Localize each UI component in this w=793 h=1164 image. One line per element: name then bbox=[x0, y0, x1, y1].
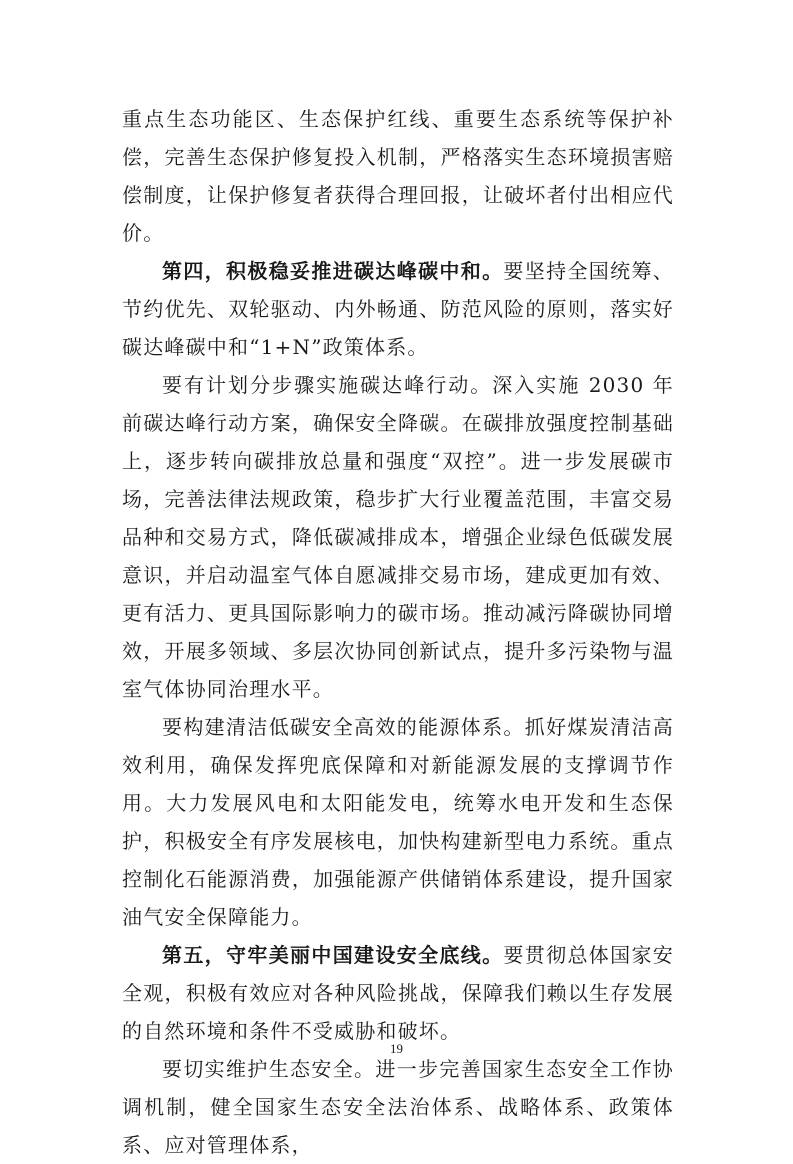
paragraph-6 bbox=[122, 1050, 674, 1164]
paragraph-4-text: 要构建清洁低碳安全高效的能源体系。抓好煤炭清洁高效利用，确保发挥兜底保障和对新能源发展的支撑调节作用。大力发展风电和太阳能发电，统筹水电开发和生态保护，积极安全有序发展核电，加快构建新型电力系统。重点控制化石能源消费，加强能源产供储销体系建设，提升国家油气安全保障能力。 bbox=[122, 715, 674, 929]
paragraph-3 bbox=[122, 366, 674, 708]
paragraph-3-text: 要有计划分步骤实施碳达峰行动。深入实施 2030 年前碳达峰行动方案，确保安全降碳。在碳排放强度控制基础上，逐步转向碳排放总量和强度“双控”。进一步发展碳市场，完善法律法规政策，稳步扩大行业覆盖范围，丰富交易品种和交易方式，降低碳减排成本，增强企业绿色低碳发展意识，并启动温室气体自愿减排交易市场，建成更加有效、更有活力、更具国际影响力的碳市场。推动减污降碳协同增效，开展多领域、多层次协同创新试点，提升多污染物与温室气体协同治理水平。 bbox=[122, 373, 674, 701]
paragraph-5-text: 要贯彻总体国家安全观，积极有效应对各种风险挑战，保障我们赖以生存发展的自然环境和条件不受威胁和破坏。 bbox=[122, 943, 674, 1043]
paragraph-2-text: 要坚持全国统筹、节约优先、双轮驱动、内外畅通、防范风险的原则，落实好碳达峰碳中和“1+N”政策体系。 bbox=[122, 259, 674, 359]
paragraph-2-heading: 第四，积极稳妥推进碳达峰碳中和。 bbox=[162, 259, 504, 283]
paragraph-1-text: 重点生态功能区、生态保护红线、重要生态系统等保护补偿，完善生态保护修复投入机制，严格落实生态环境损害赔偿制度，让保护修复者获得合理回报，让破坏者付出相应代价。 bbox=[122, 107, 674, 245]
paragraph-2 bbox=[122, 252, 674, 366]
page-number: 19 bbox=[390, 1041, 403, 1056]
paragraph-1 bbox=[122, 100, 674, 252]
body-text bbox=[122, 100, 674, 1164]
paragraph-4 bbox=[122, 708, 674, 936]
paragraph-6-text: 要切实维护生态安全。进一步完善国家生态安全工作协调机制，健全国家生态安全法治体系、战略体系、政策体系、应对管理体系， bbox=[122, 1057, 674, 1157]
paragraph-5-heading: 第五，守牢美丽中国建设安全底线。 bbox=[162, 943, 504, 967]
paragraph-5 bbox=[122, 936, 674, 1050]
